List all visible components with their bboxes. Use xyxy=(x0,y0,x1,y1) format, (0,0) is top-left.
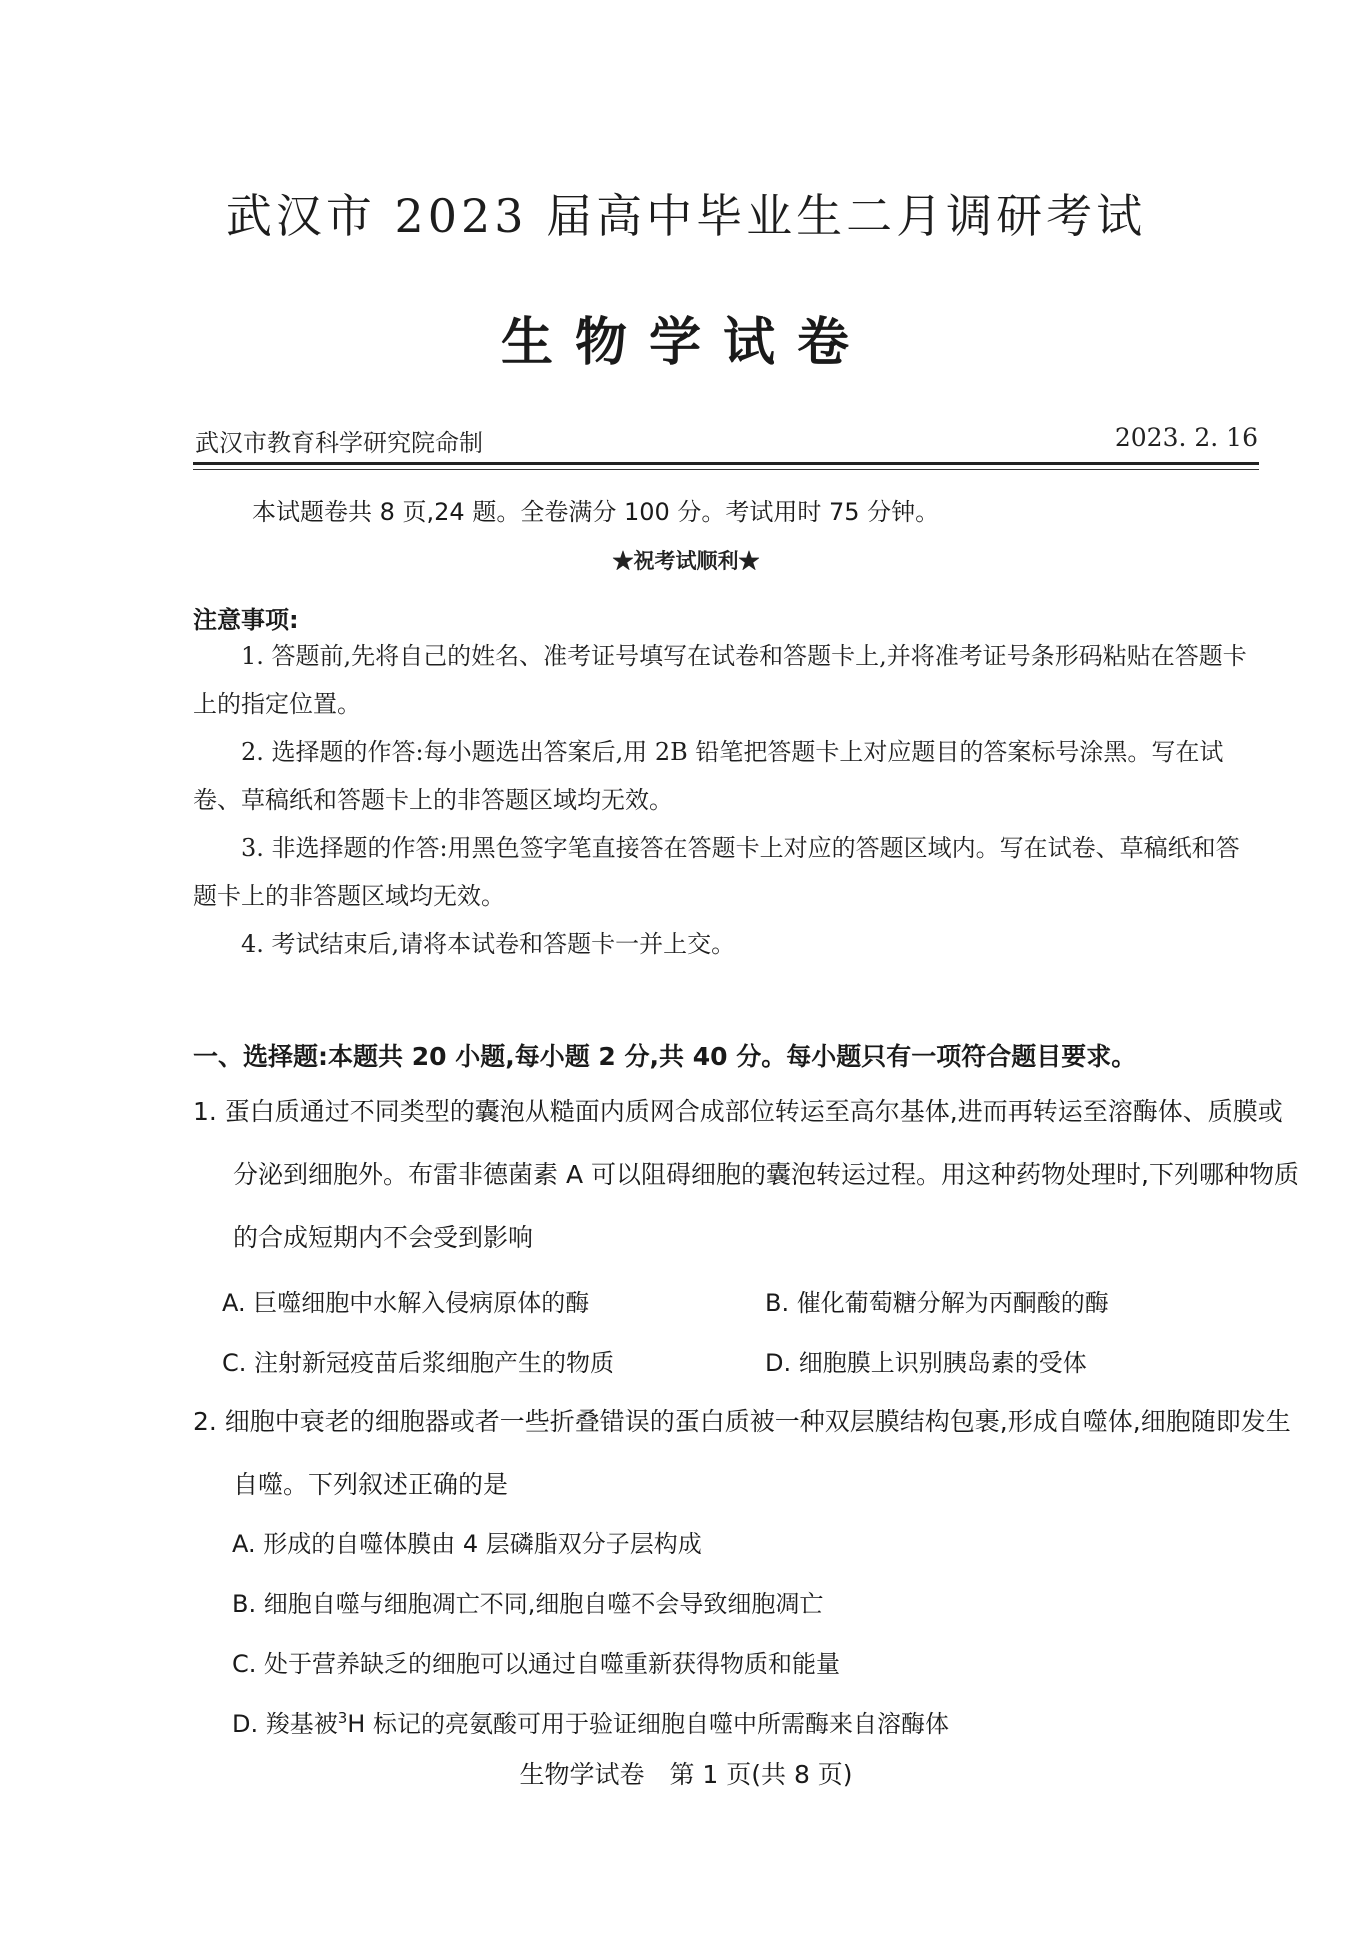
subject-title: 生物学试卷 xyxy=(500,313,871,373)
exam-info: 本试题卷共 8 页,24 题。全卷满分 100 分。考试用时 75 分钟。 xyxy=(252,498,940,526)
blessing: ★祝考试顺利★ xyxy=(612,548,760,573)
question-2-option-b: B. 细胞自噬与细胞凋亡不同,细胞自噬不会导致细胞凋亡 xyxy=(232,1590,824,1618)
exam-date: 2023. 2. 16 xyxy=(1114,423,1258,452)
header-rule-thin xyxy=(193,469,1259,470)
notice-item-1: 1. 答题前,先将自己的姓名、准考证号填写在试卷和答题卡上,并将准考证号条形码粘贴在答题卡上的指定位置。 xyxy=(193,642,1247,718)
question-2-option-a: A. 形成的自噬体膜由 4 层磷脂双分子层构成 xyxy=(232,1530,702,1558)
question-1-option-a: A. 巨噬细胞中水解入侵病原体的酶 xyxy=(222,1289,590,1317)
option-d-prefix: D. 羧基被 xyxy=(232,1710,338,1738)
question-1-option-b: B. 催化葡萄糖分解为丙酮酸的酶 xyxy=(765,1289,1109,1317)
question-2-option-d xyxy=(232,1704,949,1739)
page-footer: 生物学试卷 第 1 页(共 8 页) xyxy=(519,1760,853,1789)
exam-title: 武汉市 2023 届高中毕业生二月调研考试 xyxy=(225,189,1147,243)
issuer: 武汉市教育科学研究院命制 xyxy=(195,429,483,457)
section-heading: 一、选择题:本题共 20 小题,每小题 2 分,共 40 分。每小题只有一项符合题目要求。 xyxy=(193,1042,1137,1071)
notice-item-4: 4. 考试结束后,请将本试卷和答题卡一并上交。 xyxy=(241,930,736,958)
notice-heading: 注意事项: xyxy=(193,606,299,634)
option-d-suffix: H 标记的亮氨酸可用于验证细胞自噬中所需酶来自溶酶体 xyxy=(347,1710,949,1738)
question-2-stem: 2. 细胞中衰老的细胞器或者一些折叠错误的蛋白质被一种双层膜结构包裹,形成自噬体,细胞随即发生自噬。下列叙述正确的是 xyxy=(193,1407,1291,1499)
question-1-option-d: D. 细胞膜上识别胰岛素的受体 xyxy=(765,1349,1087,1377)
question-1-option-c: C. 注射新冠疫苗后浆细胞产生的物质 xyxy=(222,1349,615,1377)
notice-item-3: 3. 非选择题的作答:用黑色签字笔直接答在答题卡上对应的答题区域内。写在试卷、草稿纸和答题卡上的非答题区域均无效。 xyxy=(193,834,1240,910)
question-2-option-c: C. 处于营养缺乏的细胞可以通过自噬重新获得物质和能量 xyxy=(232,1650,841,1678)
notice-item-2: 2. 选择题的作答:每小题选出答案后,用 2B 铅笔把答题卡上对应题目的答案标号涂黑。写在试卷、草稿纸和答题卡上的非答题区域均无效。 xyxy=(193,738,1224,814)
header-rule-thick xyxy=(193,462,1259,465)
isotope-superscript: 3 xyxy=(337,1709,348,1727)
question-1-stem: 1. 蛋白质通过不同类型的囊泡从糙面内质网合成部位转运至高尔基体,进而再转运至溶酶体、质膜或分泌到细胞外。布雷非德菌素 A 可以阻碍细胞的囊泡转运过程。用这种药物处理时,下列哪种物质的合成短期内不会受到影响 xyxy=(193,1097,1299,1252)
